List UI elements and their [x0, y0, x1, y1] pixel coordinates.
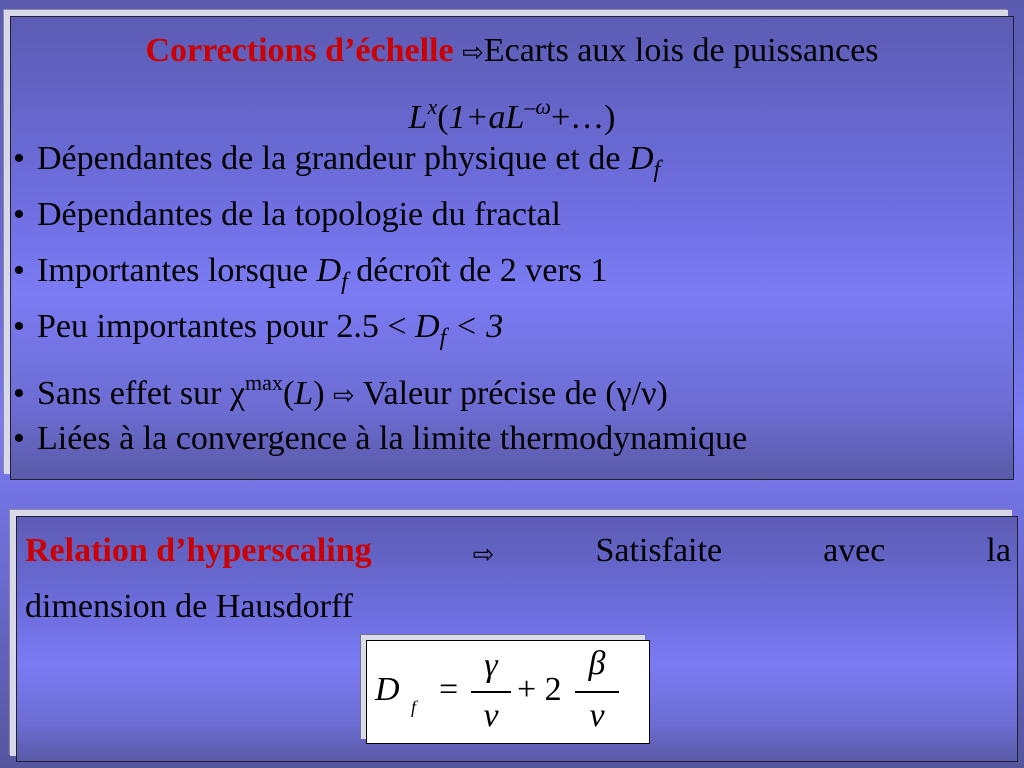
- bullet-1: [13, 139, 1013, 190]
- formula-open: (: [437, 99, 449, 136]
- bullet-5-open: (: [282, 375, 295, 412]
- bullet-icon: •: [13, 375, 25, 412]
- fraction-bar: [471, 691, 511, 693]
- formula-nu-1: ν: [483, 697, 499, 734]
- formula-D: D: [375, 671, 400, 708]
- corrections-panel: [10, 16, 1014, 480]
- bullet-icon: •: [13, 308, 25, 345]
- bullet-2-text: Dépendantes de la topologie du fractal: [37, 196, 561, 233]
- formula-beta: β: [588, 645, 606, 682]
- bullet-1-text: Dépendantes de la grandeur physique et de: [37, 140, 621, 177]
- formula-tail: +…): [550, 99, 616, 136]
- corrections-title: Corrections d’échelle: [145, 32, 454, 69]
- formula-exp: –ω: [524, 94, 551, 119]
- bullet-1-D: D: [628, 140, 654, 177]
- bullet-5: [13, 363, 1013, 416]
- bullet-3-tail: décroît de 2 vers 1: [356, 252, 608, 289]
- formula-L: L: [408, 99, 428, 136]
- bullet-5-tail: Valeur précise de (γ/ν): [362, 375, 668, 412]
- formula-equals: =: [439, 671, 459, 708]
- formula-gamma: γ: [484, 647, 498, 684]
- corrections-subtitle: Ecarts aux lois de puissances: [483, 32, 879, 69]
- bullet-3-text: Importantes lorsque: [37, 252, 308, 289]
- bullet-6-text: Liées à la convergence à la limite thermodynamique: [37, 420, 748, 457]
- bullet-5-L: L: [294, 375, 314, 412]
- hyperscaling-heading: [25, 531, 1011, 575]
- formula-f: f: [411, 697, 417, 717]
- bullet-4-tail: < 3: [454, 308, 504, 345]
- hyperscaling-line2: dimension de Hausdorff: [25, 588, 353, 625]
- hyperscaling-formula: [366, 640, 650, 744]
- formula-nu-2: ν: [589, 697, 605, 734]
- bullet-6: [13, 419, 1013, 459]
- arrow-icon: ⇨: [333, 381, 355, 411]
- hyperscaling-title: Relation d’hyperscaling: [25, 532, 372, 569]
- bullet-icon: •: [13, 196, 25, 233]
- fraction-bar: [575, 691, 619, 693]
- bullet-4-f: f: [439, 325, 447, 351]
- corrections-heading: [11, 31, 1013, 73]
- bullet-3-f: f: [341, 269, 348, 295]
- formula-plus-two: + 2: [517, 671, 562, 708]
- formula-body: 1+aL: [448, 99, 525, 136]
- bullet-3: [13, 251, 1013, 302]
- bullet-5-text: Sans effet sur χ: [37, 375, 246, 412]
- bullet-5-close: ): [313, 375, 325, 412]
- arrow-icon: ⇨: [462, 38, 484, 68]
- bullet-3-D: D: [316, 252, 342, 289]
- word-la: la: [986, 532, 1011, 569]
- word-avec: avec: [823, 532, 886, 569]
- bullet-icon: •: [13, 140, 25, 177]
- bullet-4-D: D: [415, 308, 440, 345]
- bullet-4-text: Peu importantes pour 2.5 <: [37, 308, 407, 345]
- bullet-2: [13, 195, 1013, 235]
- formula-x: x: [427, 94, 438, 119]
- bullet-icon: •: [13, 252, 25, 289]
- bullet-4: [13, 307, 1013, 358]
- arrow-icon: ⇨: [472, 540, 495, 570]
- bullet-icon: •: [13, 420, 25, 457]
- power-law-formula: [11, 87, 1013, 138]
- bullet-1-f: f: [653, 157, 661, 183]
- word-satisfaite: Satisfaite: [595, 532, 723, 569]
- bullet-5-sup: max: [245, 370, 283, 395]
